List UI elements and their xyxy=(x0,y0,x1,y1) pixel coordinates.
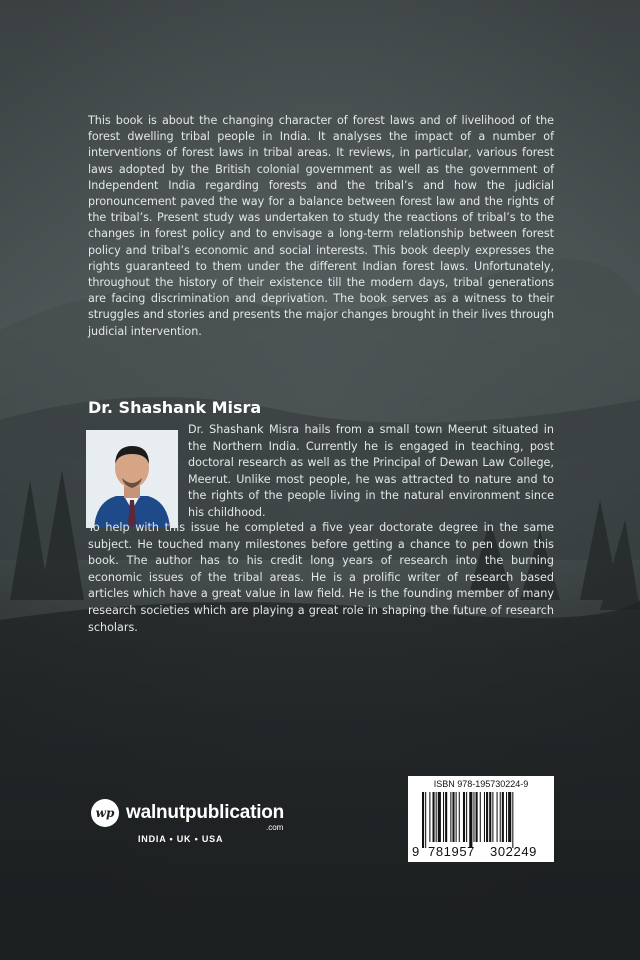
author-photo xyxy=(86,430,178,528)
publisher-name: walnutpublication xyxy=(126,802,285,823)
barcode-digits-right: 302249 xyxy=(490,844,537,859)
publisher-regions: INDIA • UK • USA xyxy=(138,834,224,844)
publisher-domain: .com xyxy=(266,823,284,832)
author-heading: Dr. Shashank Misra xyxy=(88,398,262,417)
barcode-digit-lead: 9 xyxy=(412,844,420,859)
publisher-logo xyxy=(88,792,318,852)
author-bio-side: Dr. Shashank Misra hails from a small town Meerut situated in the Northern India. Currently he is engaged in teaching, post doctoral research as well as the Principal of Dewan Law College, Meerut. Unlike most people, he was attracted to nature and to the rights of the people living in the natural environment since his childhood. xyxy=(188,423,554,519)
isbn-barcode xyxy=(408,776,554,862)
isbn-label: ISBN 978-195730224-9 xyxy=(433,779,529,789)
publisher-monogram-icon: wp xyxy=(91,799,119,827)
book-blurb: This book is about the changing character of forest laws and of livelihood of the forest dwelling tribal people in India. It analyses the impact of a number of interventions of forest laws in tribal areas. It reviews, in particular, various forest laws adopted by the British colonial government as well as the government of Independent India regarding forests and the tribal’s and how the judicial pronouncement paved the way for a balance between forest law and the rights of the tribal’s. Present study was undertaken to study the reactions of tribal’s to the changes in forest policy and to envisage a long-term relationship between forest policy and tribal’s economic and social interests. This book deeply expresses the rights guaranteed to them under the different Indian forest laws. Unfortunately, throughout the history of their existence till the modern days, tribal generations are facing discrimination and deprivation. The book serves as a witness to their struggles and stories and presents the major changes brought in their lives through judicial intervention. xyxy=(88,114,554,338)
author-bio-continued: To help with this issue he completed a five year doctorate degree in the same subject. He touched many milestones before getting a chance to pen down this book. The author has to his credit long years of research into the burning economic issues of the tribal areas. He is a prolific writer of research based articles which have a great value in law field. He is the founding member of many research societies which are playing a great role in shaping the future of research scholars. xyxy=(88,521,554,634)
barcode-digits-left: 781957 xyxy=(428,844,475,859)
